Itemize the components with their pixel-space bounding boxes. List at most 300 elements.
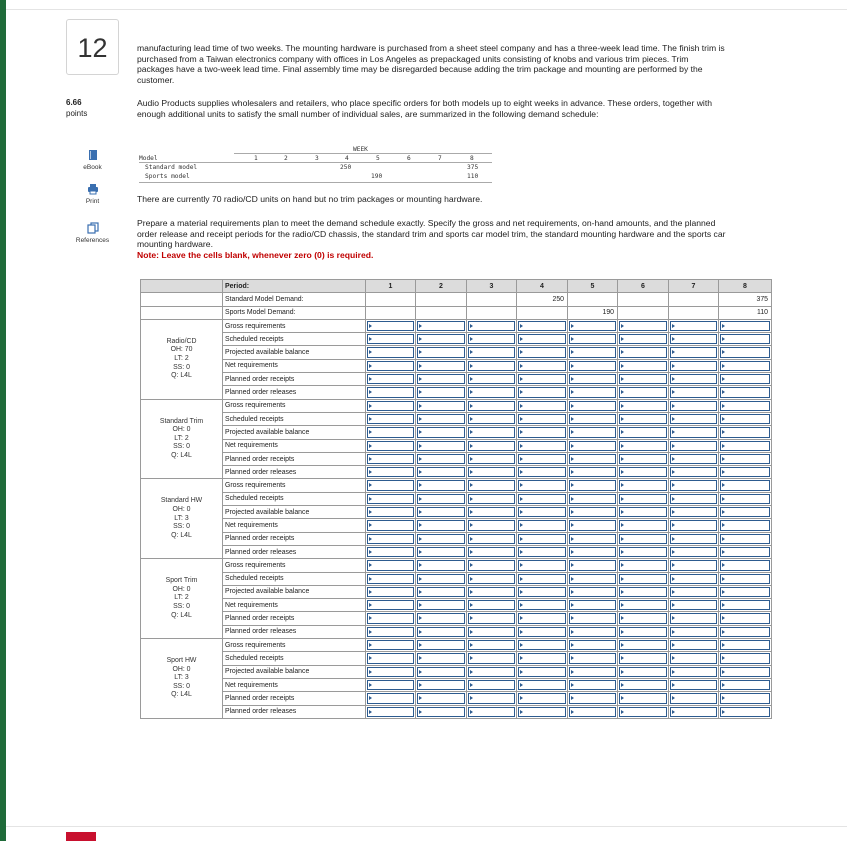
answer-input[interactable] [367,454,414,464]
answer-input[interactable] [417,640,465,650]
brand-logo [66,832,96,841]
mrp-row [141,585,772,598]
answer-input[interactable] [367,361,414,371]
answer-cell [669,572,719,585]
answer-input[interactable] [569,547,616,557]
answer-cell [416,585,467,598]
answer-input[interactable] [468,361,515,371]
answer-input[interactable] [569,347,616,357]
answer-input[interactable] [468,707,515,717]
answer-input[interactable] [468,374,515,384]
answer-input[interactable] [518,401,566,411]
answer-cell [366,519,416,532]
answer-input[interactable] [468,441,515,451]
answer-input[interactable] [569,613,616,623]
answer-input[interactable] [619,467,667,477]
answer-input[interactable] [670,534,717,544]
answer-input[interactable] [720,347,770,357]
answer-input[interactable] [569,680,616,690]
answer-input[interactable] [619,667,667,677]
answer-input[interactable] [670,693,717,703]
answer-input[interactable] [468,334,515,344]
row-label: Scheduled receipts [223,333,366,346]
answer-input[interactable] [518,454,566,464]
answer-input[interactable] [518,640,566,650]
answer-input[interactable] [417,427,465,437]
answer-input[interactable] [468,600,515,610]
answer-input[interactable] [720,587,770,597]
answer-input[interactable] [518,534,566,544]
answer-input[interactable] [720,707,770,717]
answer-input[interactable] [468,347,515,357]
answer-input[interactable] [417,520,465,530]
answer-input[interactable] [367,387,414,397]
answer-input[interactable] [619,401,667,411]
demand-standard-week-4: 250 [340,164,352,171]
row-label: Projected available balance [223,426,366,439]
answer-input[interactable] [619,653,667,663]
answer-input[interactable] [417,454,465,464]
answer-cell [366,599,416,612]
answer-cell [416,412,467,425]
row-label: Planned order receipts [223,532,366,545]
answer-input[interactable] [518,414,566,424]
answer-input[interactable] [518,361,566,371]
answer-cell [467,426,517,439]
item-oh: OH: 0 [172,426,191,434]
mrp-row [141,479,772,492]
answer-input[interactable] [619,361,667,371]
answer-input[interactable] [417,613,465,623]
row-label: Net requirements [223,599,366,612]
answer-input[interactable] [670,347,717,357]
answer-input[interactable] [619,480,667,490]
answer-input[interactable] [518,693,566,703]
answer-input[interactable] [367,321,414,331]
answer-cell [669,346,719,359]
answer-input[interactable] [720,547,770,557]
answer-input[interactable] [670,494,717,504]
answer-input[interactable] [518,653,566,663]
answer-input[interactable] [619,534,667,544]
answer-cell [416,359,467,372]
answer-input[interactable] [569,587,616,597]
answer-input[interactable] [518,707,566,717]
answer-input[interactable] [670,454,717,464]
answer-input[interactable] [720,507,770,517]
answer-input[interactable] [518,321,566,331]
answer-input[interactable] [670,387,717,397]
answer-input[interactable] [619,454,667,464]
answer-input[interactable] [417,547,465,557]
answer-input[interactable] [569,427,616,437]
answer-cell [568,359,618,372]
answer-input[interactable] [468,534,515,544]
answer-input[interactable] [720,627,770,637]
demand-row-standard-name: Standard model [145,164,198,171]
answer-input[interactable] [569,441,616,451]
answer-input[interactable] [518,600,566,610]
answer-input[interactable] [720,374,770,384]
answer-input[interactable] [367,600,414,610]
answer-input[interactable] [518,520,566,530]
answer-input[interactable] [569,334,616,344]
answer-input[interactable] [468,640,515,650]
answer-input[interactable] [720,693,770,703]
answer-input[interactable] [417,441,465,451]
answer-input[interactable] [417,334,465,344]
answer-input[interactable] [670,427,717,437]
answer-input[interactable] [720,534,770,544]
answer-input[interactable] [569,374,616,384]
answer-cell [719,506,772,519]
answer-input[interactable] [367,334,414,344]
answer-input[interactable] [569,321,616,331]
answer-cell [618,333,669,346]
answer-input[interactable] [367,693,414,703]
answer-cell [669,359,719,372]
answer-input[interactable] [670,480,717,490]
answer-input[interactable] [619,414,667,424]
answer-input[interactable] [367,680,414,690]
answer-input[interactable] [720,520,770,530]
answer-input[interactable] [720,640,770,650]
answer-input[interactable] [417,387,465,397]
answer-input[interactable] [569,494,616,504]
answer-input[interactable] [670,401,717,411]
answer-input[interactable] [619,627,667,637]
answer-input[interactable] [619,547,667,557]
answer-input[interactable] [468,627,515,637]
answer-input[interactable] [670,574,717,584]
answer-input[interactable] [417,693,465,703]
answer-input[interactable] [569,480,616,490]
answer-input[interactable] [518,507,566,517]
answer-input[interactable] [468,587,515,597]
answer-input[interactable] [367,520,414,530]
answer-cell [366,426,416,439]
answer-input[interactable] [670,653,717,663]
answer-input[interactable] [619,494,667,504]
answer-input[interactable] [619,707,667,717]
answer-input[interactable] [468,414,515,424]
answer-input[interactable] [468,653,515,663]
answer-input[interactable] [518,480,566,490]
answer-input[interactable] [417,347,465,357]
answer-input[interactable] [367,441,414,451]
answer-cell [366,625,416,638]
answer-input[interactable] [417,667,465,677]
answer-cell [618,466,669,479]
answer-input[interactable] [720,334,770,344]
answer-cell [568,492,618,505]
answer-input[interactable] [417,600,465,610]
answer-input[interactable] [367,374,414,384]
answer-input[interactable] [670,707,717,717]
answer-input[interactable] [518,680,566,690]
ebook-button[interactable] [66,149,119,171]
answer-input[interactable] [417,401,465,411]
answer-input[interactable] [468,427,515,437]
answer-input[interactable] [670,680,717,690]
answer-input[interactable] [518,547,566,557]
answer-input[interactable] [619,587,667,597]
answer-input[interactable] [619,321,667,331]
answer-input[interactable] [569,467,616,477]
answer-input[interactable] [569,653,616,663]
answer-cell [416,426,467,439]
answer-input[interactable] [518,574,566,584]
answer-cell [568,412,618,425]
answer-cell [719,439,772,452]
answer-input[interactable] [720,494,770,504]
answer-input[interactable] [670,334,717,344]
answer-input[interactable] [367,653,414,663]
answer-input[interactable] [518,427,566,437]
answer-input[interactable] [670,441,717,451]
answer-cell [416,545,467,558]
references-button[interactable] [66,222,119,244]
answer-input[interactable] [518,334,566,344]
answer-cell [568,612,618,625]
answer-input[interactable] [468,387,515,397]
answer-input[interactable] [619,374,667,384]
answer-input[interactable] [670,321,717,331]
answer-input[interactable] [367,667,414,677]
answer-input[interactable] [468,480,515,490]
answer-input[interactable] [468,667,515,677]
item-name: Standard Trim [159,417,204,425]
answer-input[interactable] [619,387,667,397]
answer-input[interactable] [367,534,414,544]
answer-input[interactable] [518,387,566,397]
answer-cell [568,599,618,612]
answer-input[interactable] [670,560,717,570]
answer-input[interactable] [569,667,616,677]
answer-input[interactable] [468,467,515,477]
answer-input[interactable] [367,613,414,623]
answer-input[interactable] [569,574,616,584]
answer-input[interactable] [720,454,770,464]
answer-input[interactable] [720,560,770,570]
answer-input[interactable] [417,374,465,384]
answer-cell [366,612,416,625]
answer-input[interactable] [569,387,616,397]
answer-input[interactable] [720,574,770,584]
answer-input[interactable] [720,414,770,424]
answer-input[interactable] [670,361,717,371]
answer-input[interactable] [518,347,566,357]
answer-input[interactable] [720,387,770,397]
answer-cell [366,678,416,691]
answer-input[interactable] [670,374,717,384]
answer-input[interactable] [619,507,667,517]
answer-cell [568,479,618,492]
answer-cell [618,426,669,439]
answer-input[interactable] [417,653,465,663]
answer-input[interactable] [569,627,616,637]
answer-input[interactable] [619,600,667,610]
answer-input[interactable] [619,693,667,703]
answer-input[interactable] [468,454,515,464]
answer-input[interactable] [720,653,770,663]
print-button[interactable] [66,183,119,205]
answer-input[interactable] [417,574,465,584]
answer-cell [719,412,772,425]
answer-input[interactable] [569,361,616,371]
answer-input[interactable] [670,587,717,597]
answer-input[interactable] [720,480,770,490]
answer-input[interactable] [367,587,414,597]
answer-cell [517,705,568,718]
answer-input[interactable] [720,613,770,623]
answer-input[interactable] [468,613,515,623]
answer-input[interactable] [720,361,770,371]
answer-input[interactable] [468,401,515,411]
answer-input[interactable] [367,401,414,411]
answer-input[interactable] [569,693,616,703]
answer-input[interactable] [417,534,465,544]
answer-input[interactable] [417,587,465,597]
instructions-text: Prepare a material requirements plan to meet the demand schedule exactly. Specify the gross and net requirements, on-hand amounts, and the planned order release and receipt periods for the radio/CD chassis, the standard trim and sports car model trim, the standard mounting hardware and the sports car mounting hardware. [137,218,726,250]
answer-input[interactable] [569,560,616,570]
answer-input[interactable] [417,414,465,424]
answer-cell [568,399,618,412]
answer-input[interactable] [417,627,465,637]
answer-input[interactable] [670,507,717,517]
answer-input[interactable] [417,707,465,717]
answer-input[interactable] [367,640,414,650]
answer-input[interactable] [619,441,667,451]
answer-input[interactable] [569,414,616,424]
answer-input[interactable] [468,680,515,690]
answer-input[interactable] [417,560,465,570]
answer-input[interactable] [569,507,616,517]
answer-input[interactable] [670,414,717,424]
answer-input[interactable] [720,427,770,437]
answer-input[interactable] [670,547,717,557]
answer-input[interactable] [670,627,717,637]
answer-input[interactable] [367,347,414,357]
answer-input[interactable] [720,600,770,610]
answer-input[interactable] [367,560,414,570]
answer-input[interactable] [619,334,667,344]
answer-input[interactable] [569,454,616,464]
row-label: Planned order releases [223,466,366,479]
answer-cell [568,652,618,665]
answer-input[interactable] [468,520,515,530]
answer-input[interactable] [518,560,566,570]
answer-input[interactable] [367,494,414,504]
answer-input[interactable] [468,574,515,584]
answer-input[interactable] [518,627,566,637]
answer-input[interactable] [518,667,566,677]
answer-input[interactable] [468,321,515,331]
answer-input[interactable] [417,467,465,477]
answer-input[interactable] [367,414,414,424]
answer-input[interactable] [670,613,717,623]
answer-input[interactable] [518,374,566,384]
answer-input[interactable] [417,480,465,490]
answer-cell [517,545,568,558]
answer-input[interactable] [367,547,414,557]
answer-input[interactable] [417,494,465,504]
answer-input[interactable] [619,640,667,650]
answer-input[interactable] [367,427,414,437]
answer-input[interactable] [720,467,770,477]
answer-input[interactable] [670,640,717,650]
item-ss: SS: 0 [173,363,190,371]
answer-input[interactable] [569,600,616,610]
answer-input[interactable] [670,600,717,610]
answer-input[interactable] [720,667,770,677]
answer-input[interactable] [417,507,465,517]
answer-input[interactable] [670,520,717,530]
answer-input[interactable] [670,667,717,677]
answer-input[interactable] [619,560,667,570]
demand-value [517,306,568,319]
answer-input[interactable] [720,441,770,451]
answer-input[interactable] [619,347,667,357]
demand-row [141,306,772,319]
answer-input[interactable] [619,427,667,437]
answer-input[interactable] [417,680,465,690]
answer-cell [366,319,416,332]
answer-input[interactable] [367,574,414,584]
answer-cell [366,479,416,492]
answer-input[interactable] [569,401,616,411]
answer-input[interactable] [367,707,414,717]
answer-input[interactable] [518,613,566,623]
answer-input[interactable] [468,560,515,570]
answer-input[interactable] [518,467,566,477]
ebook-label: eBook [83,164,102,171]
answer-input[interactable] [417,361,465,371]
answer-input[interactable] [518,587,566,597]
period-7: 7 [669,280,719,293]
answer-input[interactable] [367,507,414,517]
answer-cell [618,559,669,572]
answer-input[interactable] [569,534,616,544]
answer-input[interactable] [670,467,717,477]
answer-input[interactable] [518,494,566,504]
answer-input[interactable] [569,520,616,530]
answer-input[interactable] [619,520,667,530]
answer-input[interactable] [518,441,566,451]
answer-input[interactable] [720,401,770,411]
answer-cell [416,333,467,346]
answer-input[interactable] [720,680,770,690]
answer-input[interactable] [367,480,414,490]
answer-input[interactable] [619,574,667,584]
answer-input[interactable] [619,613,667,623]
answer-input[interactable] [468,547,515,557]
answer-input[interactable] [468,693,515,703]
answer-cell [467,545,517,558]
answer-input[interactable] [367,467,414,477]
answer-input[interactable] [367,627,414,637]
answer-cell [568,559,618,572]
answer-input[interactable] [569,707,616,717]
answer-input[interactable] [468,494,515,504]
answer-cell [517,439,568,452]
answer-input[interactable] [569,640,616,650]
answer-input[interactable] [720,321,770,331]
answer-input[interactable] [619,680,667,690]
answer-input[interactable] [417,321,465,331]
answer-input[interactable] [468,507,515,517]
row-label: Planned order releases [223,705,366,718]
